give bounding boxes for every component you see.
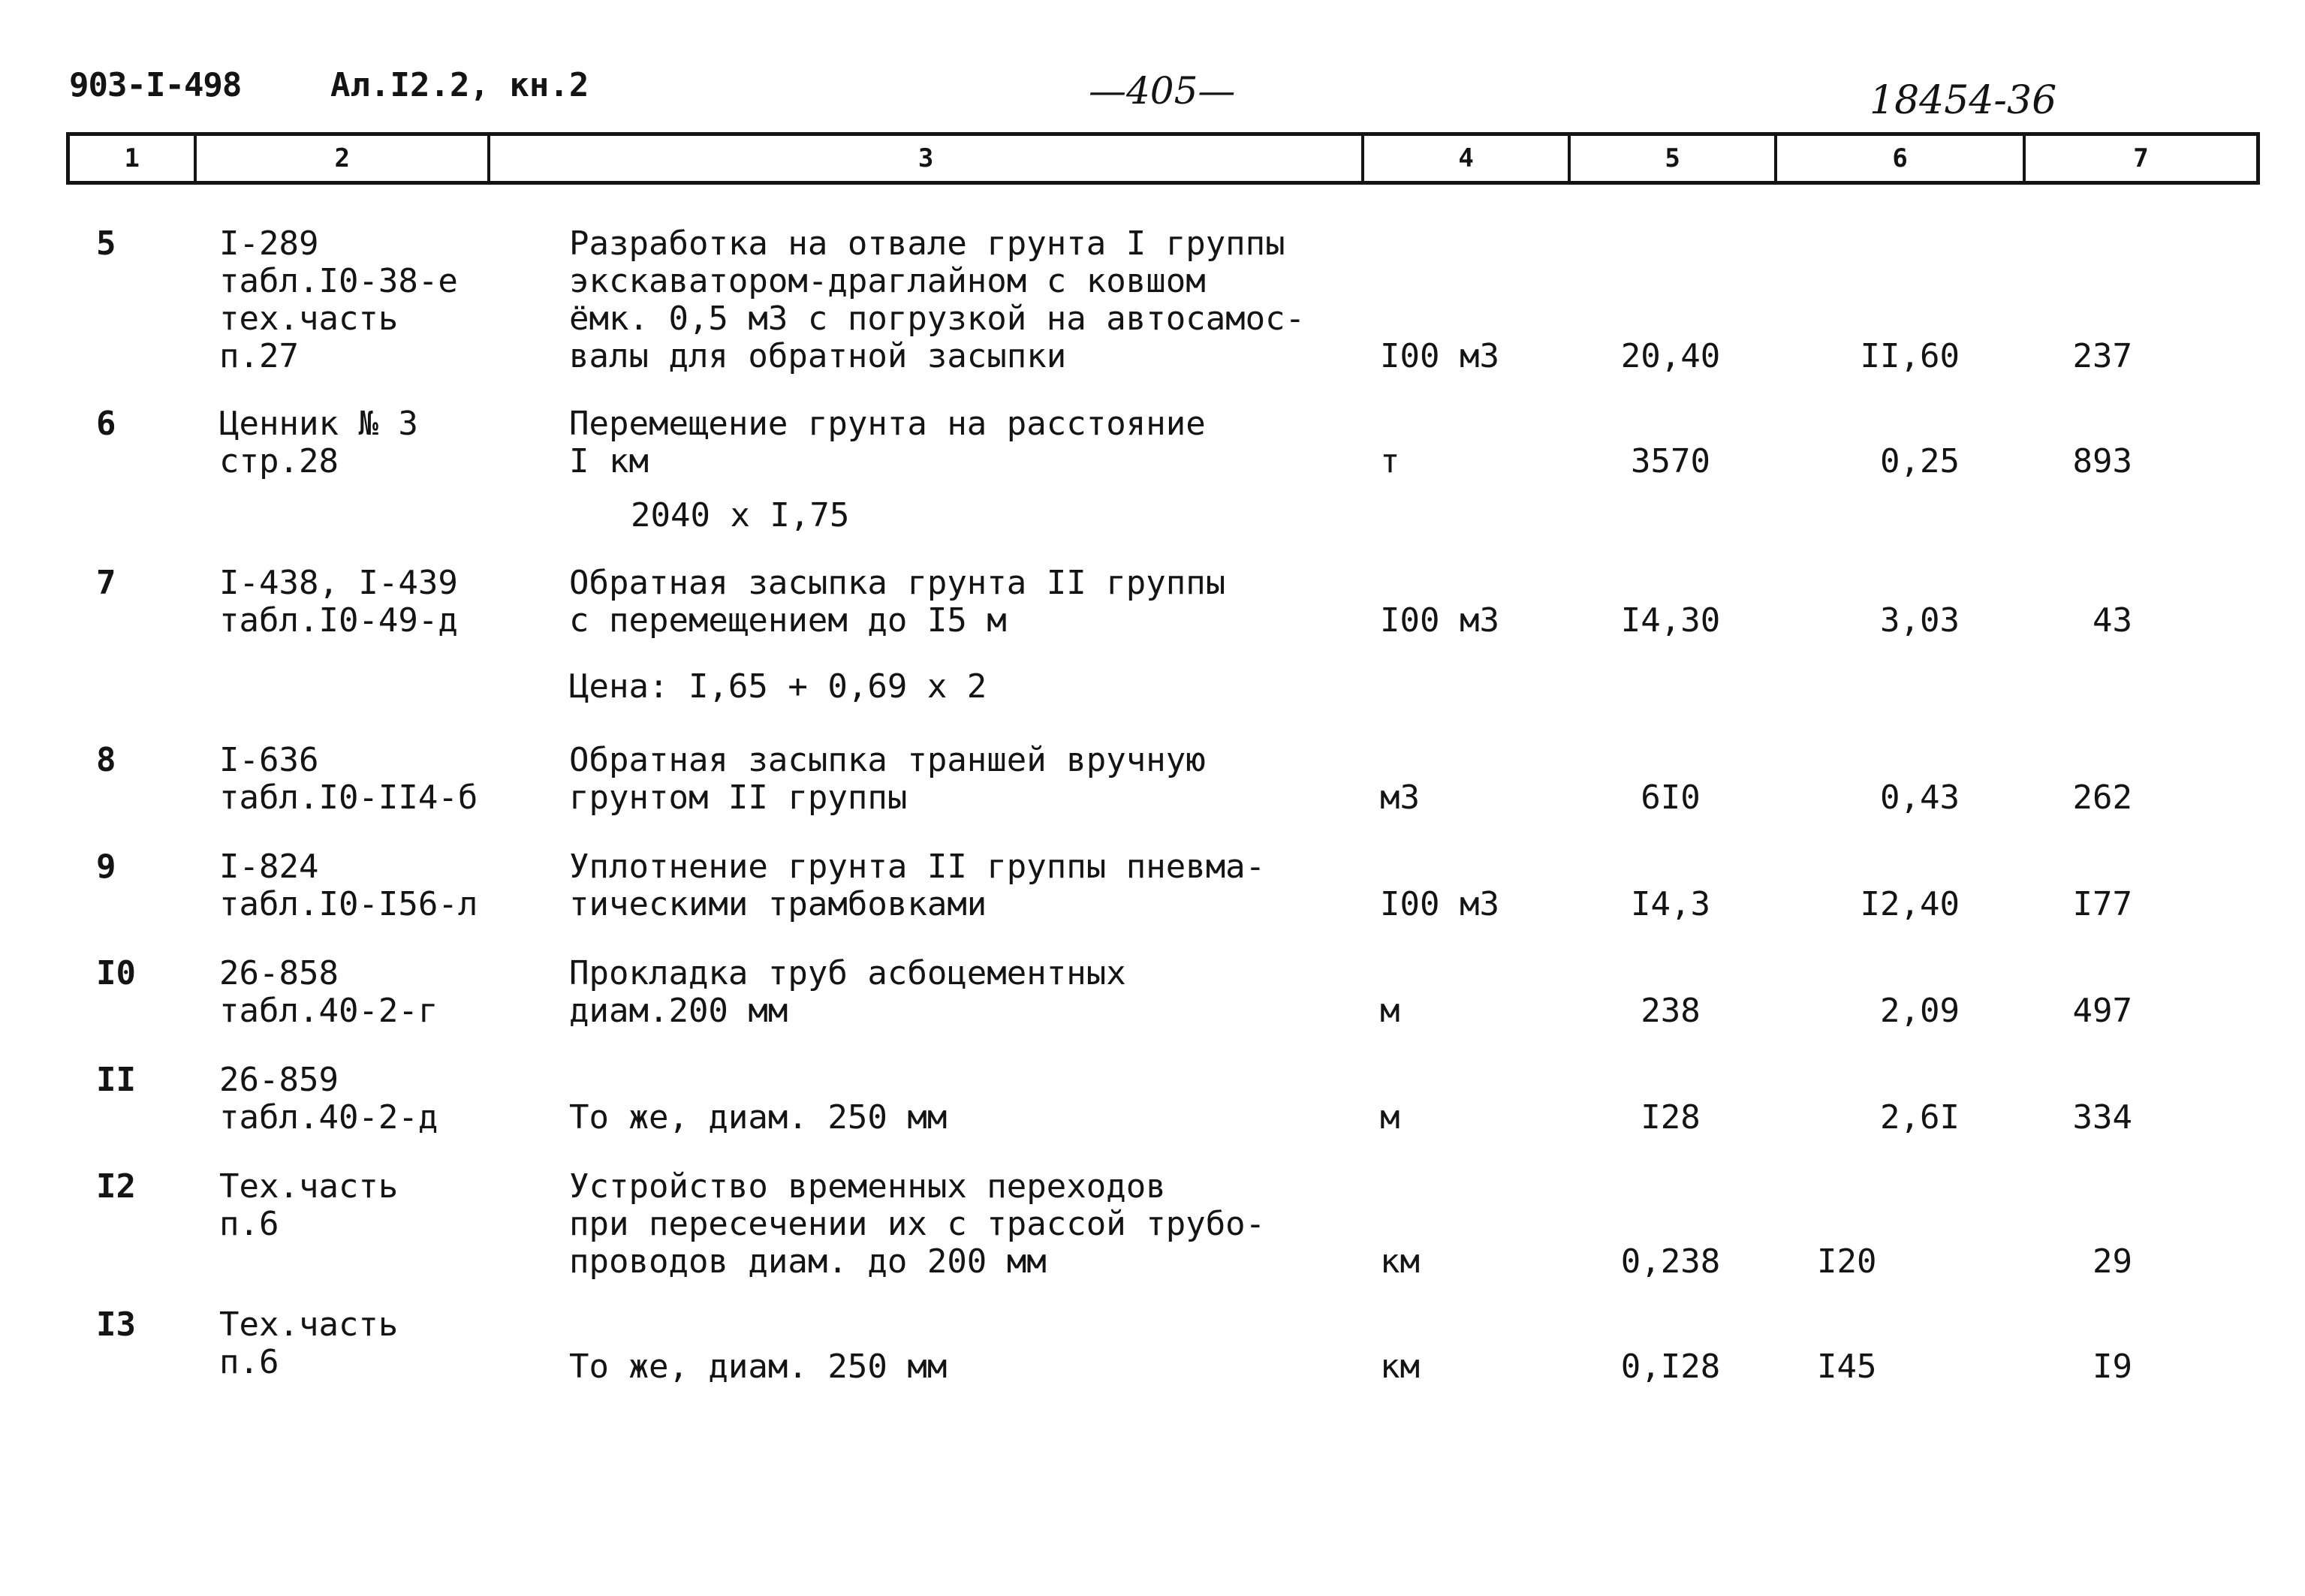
album-ref: Ал.I2.2, кн.2 — [330, 66, 589, 104]
row-price: 2,6I — [1880, 1098, 1960, 1137]
col-header-2: 2 — [197, 136, 490, 181]
row-reference: I-824 табл.I0-I56-л — [219, 848, 478, 923]
row-total: 262 — [2072, 778, 2132, 817]
row-price: I45 — [1817, 1348, 1877, 1386]
row-description: Обратная засыпка траншей вручную грунтом II группы — [569, 741, 1206, 817]
row-unit: км — [1380, 1348, 1420, 1386]
row-unit: I00 м3 — [1380, 601, 1499, 640]
col-header-3: 3 — [490, 136, 1364, 181]
row-total: 29 — [2093, 1242, 2132, 1281]
row-price: 3,03 — [1880, 601, 1960, 640]
row-number: 6 — [96, 405, 116, 443]
row-description: Разработка на отвале грунта I группы экскаватором-драглайном с ковшом ёмк. 0,5 м3 с погрузкой на автосамос- валы для обратной засыпки — [569, 224, 1306, 375]
row-price: 2,09 — [1880, 992, 1960, 1030]
doc-number: 18454-36 — [1870, 78, 2057, 123]
project-code: 903-I-498 — [69, 66, 242, 104]
row-qty: 238 — [1641, 992, 1701, 1030]
row-number: II — [96, 1061, 136, 1099]
row-number: I3 — [96, 1305, 136, 1344]
row-reference: Ценник № 3 стр.28 — [219, 405, 418, 480]
row-unit: I00 м3 — [1380, 337, 1499, 375]
table-header — [66, 132, 2260, 185]
row-description: Обратная засыпка грунта II группы с перемещением до I5 м — [569, 564, 1226, 640]
row-unit: м3 — [1380, 778, 1420, 817]
row-price: 0,25 — [1880, 442, 1960, 480]
row-number: I0 — [96, 954, 136, 992]
row-reference: Тех.часть п.6 — [219, 1305, 399, 1381]
row-price: I20 — [1817, 1242, 1877, 1281]
row-qty: 0,238 — [1620, 1242, 1721, 1281]
row-qty: 0,I28 — [1620, 1348, 1721, 1386]
row-description: Прокладка труб асбоцементных диам.200 мм — [569, 954, 1126, 1030]
row-qty: I4,30 — [1620, 601, 1721, 640]
row-description: Устройство временных переходов при пересечении их с трассой трубо- проводов диам. до 200 мм — [569, 1167, 1266, 1281]
row-number: 8 — [96, 741, 116, 779]
row-qty: 3570 — [1631, 442, 1710, 480]
row-qty: I4,3 — [1631, 885, 1710, 923]
row-number: I2 — [96, 1167, 136, 1206]
row-reference: 26-858 табл.40-2-г — [219, 954, 438, 1030]
row-price: 0,43 — [1880, 778, 1960, 817]
row-unit: м — [1380, 1098, 1400, 1137]
row-total: 237 — [2072, 337, 2132, 375]
row-calculation: Цена: I,65 + 0,69 х 2 — [569, 667, 987, 706]
row-number: 7 — [96, 564, 116, 602]
row-total: 893 — [2072, 442, 2132, 480]
row-reference: Тех.часть п.6 — [219, 1167, 399, 1243]
col-header-4: 4 — [1364, 136, 1571, 181]
row-total: 497 — [2072, 992, 2132, 1030]
col-header-1: 1 — [70, 136, 197, 181]
row-unit: I00 м3 — [1380, 885, 1499, 923]
row-description: Перемещение грунта на расстояние I км — [569, 405, 1206, 480]
row-qty: 20,40 — [1620, 337, 1721, 375]
row-price: II,60 — [1860, 337, 1960, 375]
row-description: То же, диам. 250 мм — [569, 1348, 948, 1386]
row-number: 9 — [96, 848, 116, 886]
col-header-5: 5 — [1571, 136, 1777, 181]
col-header-7: 7 — [2133, 143, 2149, 173]
row-qty: 6I0 — [1641, 778, 1701, 817]
row-unit: м — [1380, 992, 1400, 1030]
col-header-6: 6 — [1777, 136, 2026, 181]
row-unit: т — [1380, 442, 1400, 480]
row-reference: I-289 табл.I0-38-е тех.часть п.27 — [219, 224, 458, 375]
row-total: 334 — [2072, 1098, 2132, 1137]
row-unit: км — [1380, 1242, 1420, 1281]
row-qty: I28 — [1641, 1098, 1701, 1137]
row-description: То же, диам. 250 мм — [569, 1098, 948, 1137]
row-reference: I-636 табл.I0-II4-б — [219, 741, 478, 817]
row-total: I9 — [2093, 1348, 2132, 1386]
row-description: Уплотнение грунта II группы пневма- тическими трамбовками — [569, 848, 1266, 923]
row-reference: 26-859 табл.40-2-д — [219, 1061, 438, 1137]
row-total: 43 — [2093, 601, 2132, 640]
row-number: 5 — [96, 224, 116, 263]
row-reference: I-438, I-439 табл.I0-49-д — [219, 564, 458, 640]
row-calculation: 2040 х I,75 — [631, 496, 850, 535]
row-total: I77 — [2072, 885, 2132, 923]
row-price: I2,40 — [1860, 885, 1960, 923]
page-number: —405— — [1089, 69, 1236, 113]
